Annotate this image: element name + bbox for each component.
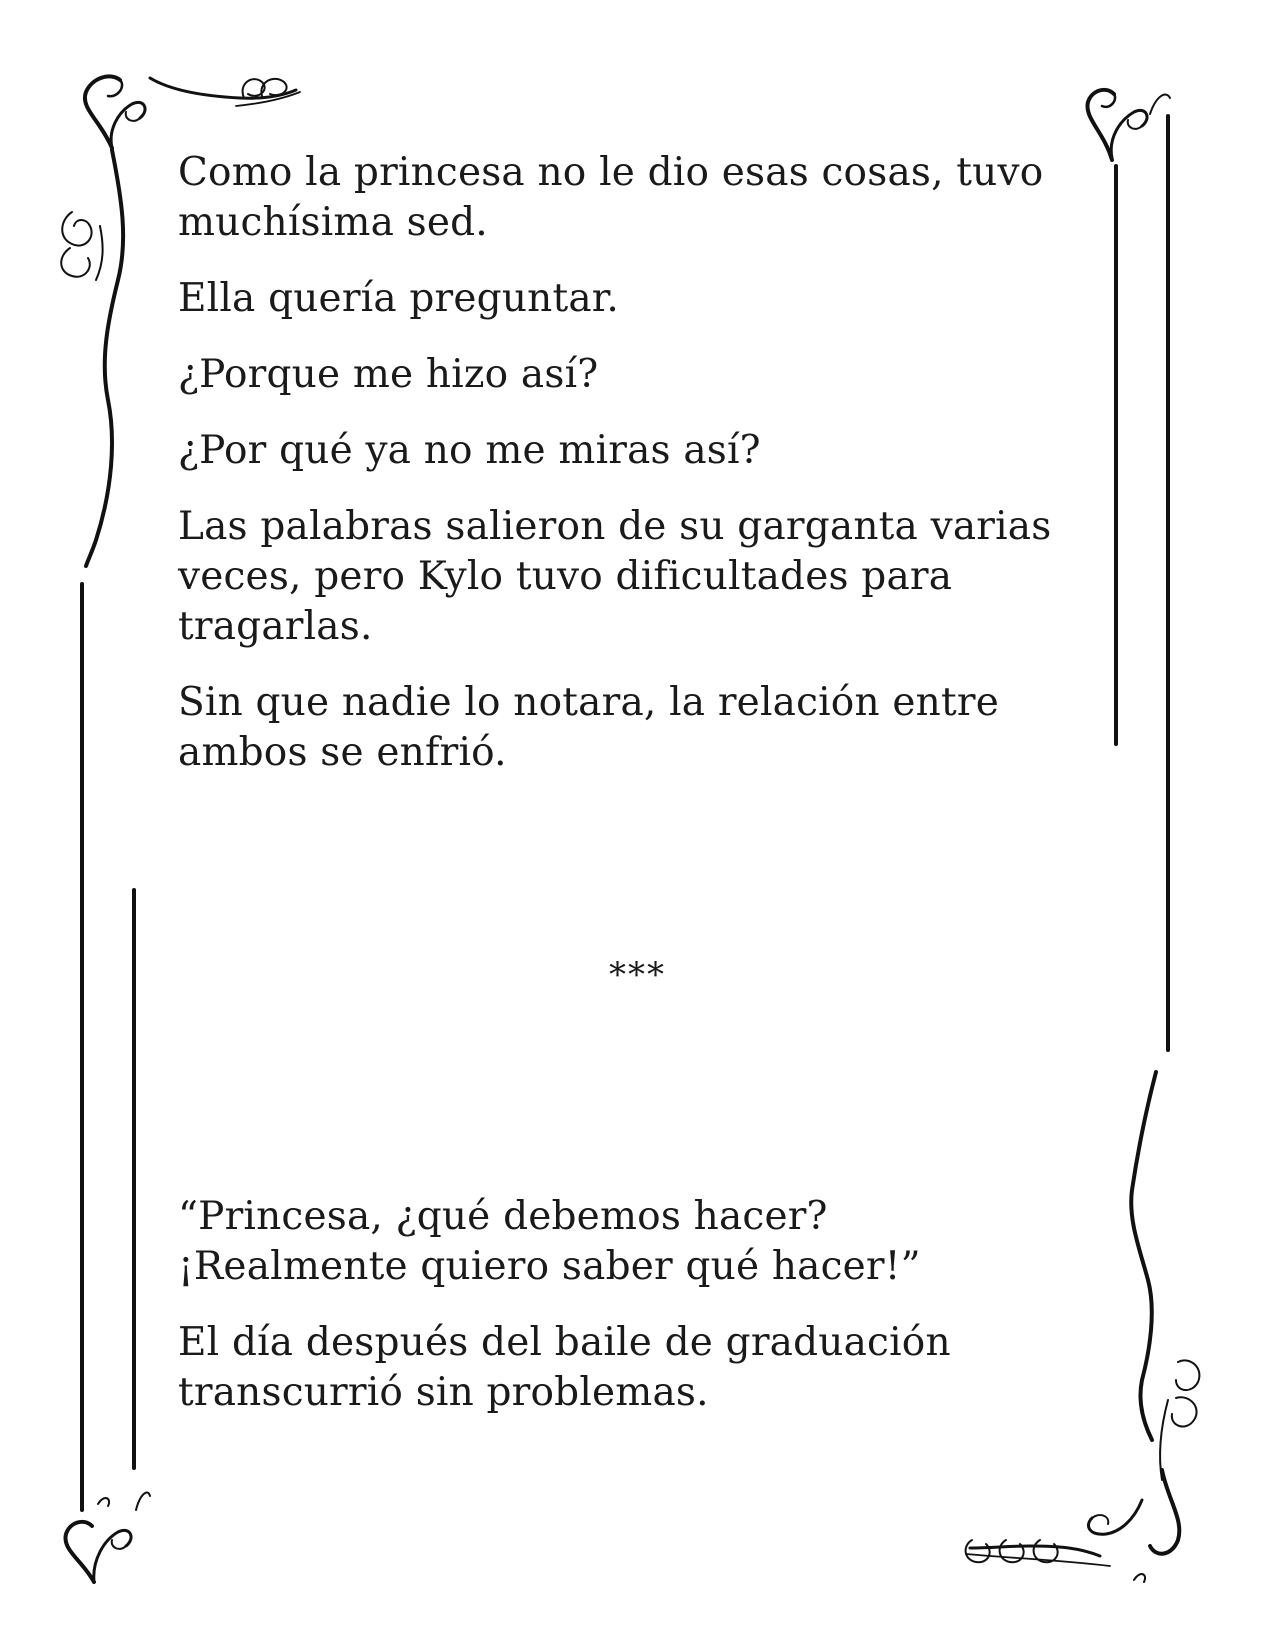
paragraph: Sin que nadie lo notara, la relación entre ambos se enfrió. [178, 680, 999, 775]
bottom-text-block [178, 1192, 1058, 1444]
paragraph: Como la princesa no le dio esas cosas, tuvo muchísima sed. [178, 150, 1044, 245]
paragraph: Las palabras salieron de su garganta varias veces, pero Kylo tuvo dificultades para tragarlas. [178, 504, 1052, 649]
paragraph: “Princesa, ¿qué debemos hacer? ¡Realmente quiero saber qué hacer!” [178, 1194, 921, 1289]
top-text-block [178, 148, 1058, 804]
bottom-left-flourish-icon [65, 1492, 150, 1582]
scene-separator: *** [609, 955, 666, 995]
paragraph: El día después del baile de graduación transcurrió sin problemas. [178, 1320, 951, 1415]
paragraph: ¿Por qué ya no me miras así? [178, 428, 761, 473]
top-right-flourish-icon [1087, 90, 1170, 1050]
paragraph: ¿Porque me hizo así? [178, 352, 599, 397]
paragraph: Ella quería preguntar. [178, 276, 619, 321]
